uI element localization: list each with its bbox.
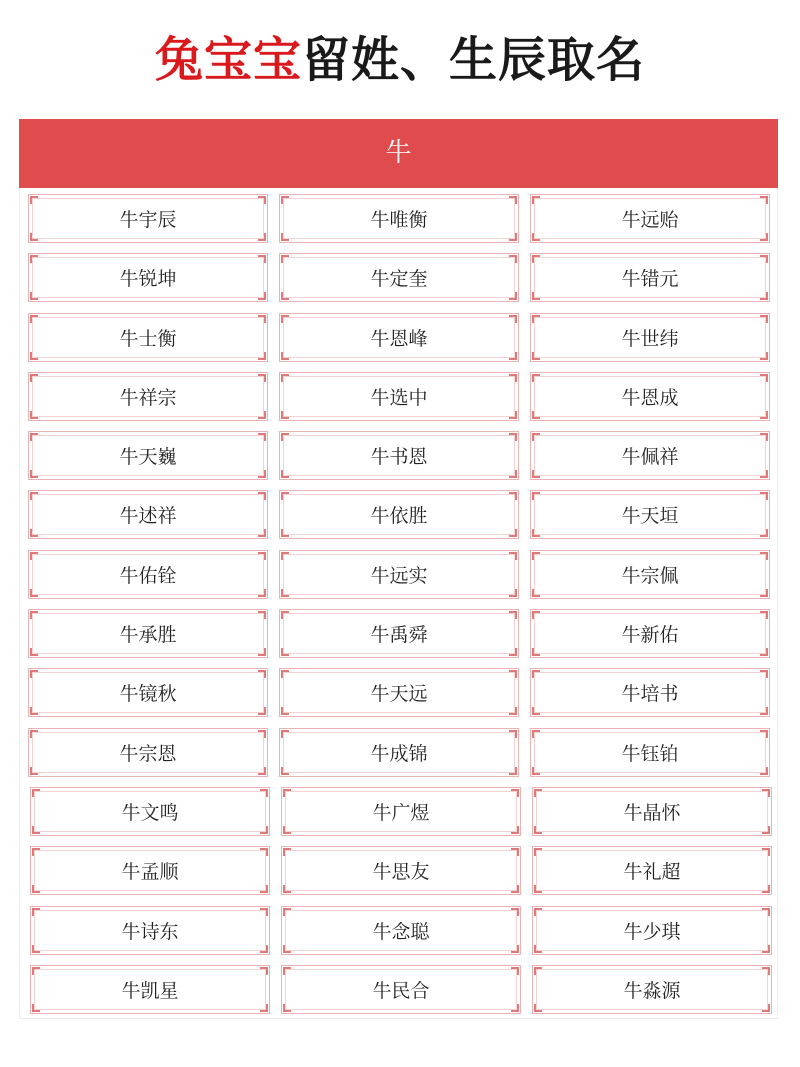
name-text: 牛锐坤 [119,268,177,291]
name-text: 牛天垣 [621,505,679,528]
name-cell [279,431,519,480]
name-cell [279,728,519,777]
name-row [30,787,772,846]
name-text: 牛述祥 [119,505,177,528]
name-cell [530,550,770,599]
name-text: 牛诗东 [121,920,179,943]
page-title-rest: 留姓、生辰取名 [302,32,646,88]
name-cell [28,253,268,302]
name-text: 牛佑铨 [119,564,177,587]
name-cell [28,550,268,599]
name-text: 牛唯衡 [370,209,428,231]
name-cell [530,490,770,539]
name-text: 牛天远 [370,683,428,706]
name-text: 牛新佑 [621,624,679,647]
name-cell [532,965,772,1014]
name-cell [279,550,519,599]
name-row [28,490,770,549]
name-text: 牛礼超 [623,861,681,884]
name-cell [530,668,770,717]
name-cell [281,965,521,1014]
name-cell [279,194,519,243]
names-grid-lower [30,787,772,1024]
name-row [28,253,770,312]
name-text: 牛书恩 [370,446,428,469]
name-cell [30,906,270,955]
name-text: 牛民合 [372,979,430,1002]
name-text: 牛远实 [370,564,428,587]
name-cell [28,668,268,717]
name-row [28,194,770,253]
name-cell [530,313,770,362]
name-row [28,609,770,668]
name-text: 牛佩祥 [621,446,679,469]
name-text: 牛广煜 [372,802,430,824]
name-text: 牛念聪 [372,920,430,943]
name-cell [281,846,521,895]
name-cell [30,965,270,1014]
name-row [28,550,770,609]
name-cell [28,609,268,658]
name-cell [30,787,270,836]
name-cell [530,609,770,658]
name-text: 牛世纬 [621,327,679,350]
name-text: 牛成锦 [370,742,428,765]
name-cell [530,728,770,777]
name-text: 牛远贻 [621,209,679,231]
name-text: 牛少琪 [623,920,681,943]
name-text: 牛承胜 [119,624,177,647]
name-text: 牛定奎 [370,268,428,291]
name-text: 牛孟顺 [121,861,179,884]
name-text: 牛宗佩 [621,564,679,587]
name-cell [530,372,770,421]
name-cell [28,313,268,362]
name-cell [279,490,519,539]
name-text: 牛镜秋 [119,683,177,706]
name-text: 牛培书 [621,683,679,706]
name-cell [279,372,519,421]
name-text: 牛恩峰 [370,327,428,350]
name-row [30,965,772,1024]
name-cell [532,906,772,955]
name-row [28,313,770,372]
name-cell [530,431,770,480]
name-cell [28,431,268,480]
name-text: 牛文鸣 [121,802,179,824]
name-cell [279,313,519,362]
name-text: 牛依胜 [370,505,428,528]
name-row [30,906,772,965]
name-text: 牛凯星 [121,979,179,1002]
name-text: 牛天巍 [119,446,177,469]
name-text: 牛宇辰 [119,209,177,231]
name-cell [28,194,268,243]
name-cell [279,253,519,302]
name-text: 牛晶怀 [623,802,681,824]
name-row [30,846,772,905]
name-text: 牛士衡 [119,327,177,350]
name-cell [279,609,519,658]
name-cell [28,728,268,777]
name-cell [281,787,521,836]
name-text: 牛恩成 [621,386,679,409]
name-cell [532,846,772,895]
name-text: 牛禹舜 [370,624,428,647]
page-title-accent: 兔宝宝 [154,32,302,88]
name-text: 牛钰铂 [621,742,679,765]
name-cell [30,846,270,895]
name-row [28,728,770,787]
name-cell [532,787,772,836]
surname-header: 牛 [19,119,778,188]
page-title [0,28,800,92]
name-row [28,668,770,727]
name-text: 牛淼源 [623,979,681,1002]
name-text: 牛思友 [372,861,430,884]
name-cell [28,490,268,539]
names-grid-upper [28,194,770,787]
name-row [28,372,770,431]
name-text: 牛祥宗 [119,386,177,409]
name-text: 牛错元 [621,268,679,291]
name-text: 牛选中 [370,386,428,409]
name-row [28,431,770,490]
name-cell [281,906,521,955]
name-cell [530,253,770,302]
name-cell [28,372,268,421]
name-cell [530,194,770,243]
name-cell [279,668,519,717]
name-text: 牛宗恩 [119,742,177,765]
